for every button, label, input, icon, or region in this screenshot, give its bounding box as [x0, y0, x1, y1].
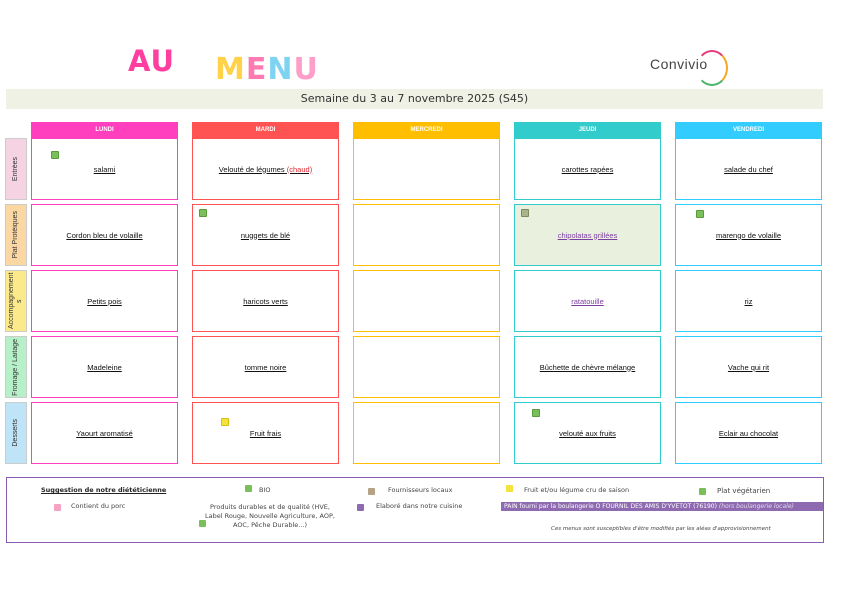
title-menu: MENU	[215, 52, 319, 87]
vegetarian-icon	[699, 488, 706, 495]
title-au: AU	[128, 44, 176, 78]
menu-cell	[353, 270, 500, 332]
legend-veg: Plat végétarien	[717, 487, 771, 495]
menu-cell: haricots verts	[192, 270, 339, 332]
menu-cell: Madeleine	[31, 336, 178, 398]
week-banner: Semaine du 3 au 7 novembre 2025 (S45)	[6, 89, 823, 109]
menu-cell: Cordon bleu de volaille	[31, 204, 178, 266]
row-label-desserts: Desserts	[5, 402, 27, 464]
kitchen-icon	[357, 504, 364, 511]
row-label-accompagnements: Accompagnement s	[5, 270, 27, 332]
day-header-vendredi: VENDREDI	[675, 122, 822, 138]
legend-local: Fournisseurs locaux	[388, 486, 453, 494]
fruit-icon	[506, 485, 513, 492]
menu-cell: carottes rapées	[514, 138, 661, 200]
menu-cell	[353, 138, 500, 200]
day-header-jeudi: JEUDI	[514, 122, 661, 138]
menu-cell: salami	[31, 138, 178, 200]
convivio-logo	[640, 50, 732, 90]
day-header-mercredi: MERCREDI	[353, 122, 500, 138]
menu-cell: marengo de volaille	[675, 204, 822, 266]
menu-cell: tomme noire	[192, 336, 339, 398]
menu-cell: Eclair au chocolat	[675, 402, 822, 464]
bio-icon	[51, 151, 59, 159]
menu-cell: Fruit frais	[192, 402, 339, 464]
menu-cell: nuggets de blé	[192, 204, 339, 266]
legend-kitchen: Elaboré dans notre cuisine	[376, 502, 463, 510]
menu-cell: Bûchette de chèvre mélange	[514, 336, 661, 398]
logo-arc-icon	[696, 50, 728, 86]
menu-cell: Yaourt aromatisé	[31, 402, 178, 464]
menu-cell: Petits pois	[31, 270, 178, 332]
day-header-mardi: MARDI	[192, 122, 339, 138]
menu-cell: riz	[675, 270, 822, 332]
pork-icon	[54, 504, 61, 511]
logo-text: Convivio	[650, 56, 708, 72]
row-label-plats: Plat Protéiques	[5, 204, 27, 266]
legend-box	[6, 477, 824, 543]
menu-cell: Velouté de légumes (chaud)	[192, 138, 339, 200]
fruit-icon	[221, 418, 229, 426]
row-label-fromages: Fromage / Laitage	[5, 336, 27, 398]
legend-bio: BIO	[259, 486, 271, 494]
legend-fruit: Fruit et/ou légume cru de saison	[524, 486, 630, 494]
legend-quality: Produits durables et de qualité (HVE, Label Rouge, Nouvelle Agriculture, AOP, AOC, Pêche Durable...)	[205, 503, 335, 529]
legend-porc: Contient du porc	[71, 502, 126, 510]
bio-icon	[199, 209, 207, 217]
bio-icon	[532, 409, 540, 417]
menu-cell: chipolatas grillées	[514, 204, 661, 266]
local-supplier-icon	[521, 209, 529, 217]
menu-cell	[353, 336, 500, 398]
legend-note: Ces menus sont susceptibles d'être modifiés par les aléas d'approvisionnement	[551, 526, 771, 532]
legend-title: Suggestion de notre diététicienne	[41, 486, 167, 494]
menu-cell: salade du chef	[675, 138, 822, 200]
bio-icon	[696, 210, 704, 218]
menu-cell: Vache qui rit	[675, 336, 822, 398]
menu-cell: velouté aux fruits	[514, 402, 661, 464]
local-supplier-icon	[368, 488, 375, 495]
menu-cell: ratatouille	[514, 270, 661, 332]
menu-cell	[353, 402, 500, 464]
bio-icon	[245, 485, 252, 492]
menu-cell	[353, 204, 500, 266]
day-header-lundi: LUNDI	[31, 122, 178, 138]
quality-icon	[199, 520, 206, 527]
row-label-entrees: Entrées	[5, 138, 27, 200]
legend-bread: PAIN fourni par la boulangerie O FOURNIL DES AMIS D'YVETOT (76190) (hors boulangerie locale)	[501, 502, 823, 511]
